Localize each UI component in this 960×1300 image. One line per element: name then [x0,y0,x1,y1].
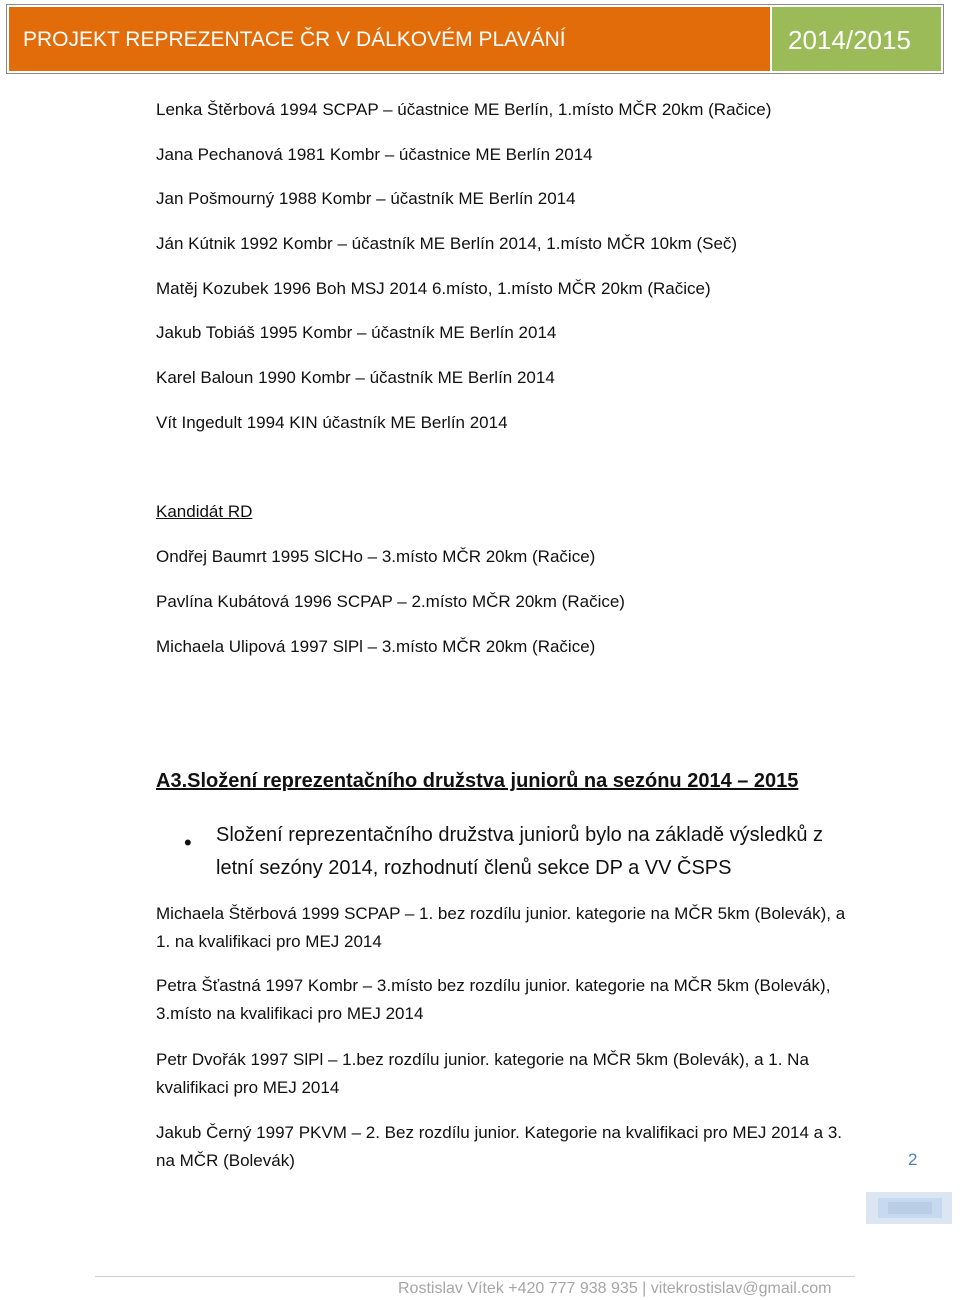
member-line: Karel Baloun 1990 Kombr – účastník ME Berlín 2014 [156,368,555,387]
junior-entry: Jakub Černý 1997 PKVM – 2. Bez rozdílu junior. Kategorie na kvalifikaci pro MEJ 2014 a 3. na MČR (Bolevák) [156,1123,843,1170]
candidate-line: Ondřej Baumrt 1995 SlCHo – 3.místo MČR 20km (Račice) [156,547,596,566]
member-line: Jakub Tobiáš 1995 Kombr – účastník ME Berlín 2014 [156,323,557,342]
member-line: Jana Pechanová 1981 Kombr – účastnice ME Berlín 2014 [156,145,593,164]
member-line: Vít Ingedult 1994 KIN účastník ME Berlín 2014 [156,413,508,432]
section-a3-bullet-text: Složení reprezentačního družstva juniorů bylo na základě výsledků z letní sezóny 2014, rozhodnutí členů sekce DP a VV ČSPS [216,824,824,879]
candidate-line: Michaela Ulipová 1997 SlPl – 3.místo MČR 20km (Račice) [156,637,596,656]
header-title-bar [9,7,770,71]
header-year: 2014/2015 [788,25,911,55]
member-line: Ján Kútnik 1992 Kombr – účastník ME Berlín 2014, 1.místo MČR 10km (Seč) [156,234,738,253]
member-line: Matěj Kozubek 1996 Boh MSJ 2014 6.místo, 1.místo MČR 20km (Račice) [156,279,711,298]
junior-entry: Michaela Štěrbová 1999 SCPAP – 1. bez rozdílu junior. kategorie na MČR 5km (Bolevák), a 1. na kvalifikaci pro MEJ 2014 [156,904,846,951]
member-line: Lenka Štěrbová 1994 SCPAP – účastnice ME Berlín, 1.místo MČR 20km (Račice) [156,100,772,119]
footer-divider [95,1276,855,1277]
header-year-bar [772,7,941,71]
footer-contact: Rostislav Vítek +420 777 938 935 | vitekrostislav@gmail.com [398,1280,832,1297]
page-corner-tab-decoration [864,1190,954,1226]
page-number: 2 [908,1150,918,1169]
candidate-line: Pavlína Kubátová 1996 SCPAP – 2.místo MČR 20km (Račice) [156,592,625,611]
section-a3-title: A3.Složení reprezentačního družstva juniorů na sezónu 2014 – 2015 [156,770,799,792]
page-header [6,4,944,74]
header-title: PROJEKT REPREZENTACE ČR V DÁLKOVÉM PLAVÁNÍ [23,28,566,51]
junior-entry: Petr Dvořák 1997 SlPl – 1.bez rozdílu junior. kategorie na MČR 5km (Bolevák), a 1. Na kvalifikaci pro MEJ 2014 [156,1050,809,1097]
candidates-heading: Kandidát RD [156,502,253,521]
junior-entry: Petra Šťastná 1997 Kombr – 3.místo bez rozdílu junior. kategorie na MČR 5km (Bolevák), 3.místo na kvalifikaci pro MEJ 2014 [156,976,831,1023]
member-line: Jan Pošmourný 1988 Kombr – účastník ME Berlín 2014 [156,189,576,208]
bullet-dot: • [184,830,192,855]
